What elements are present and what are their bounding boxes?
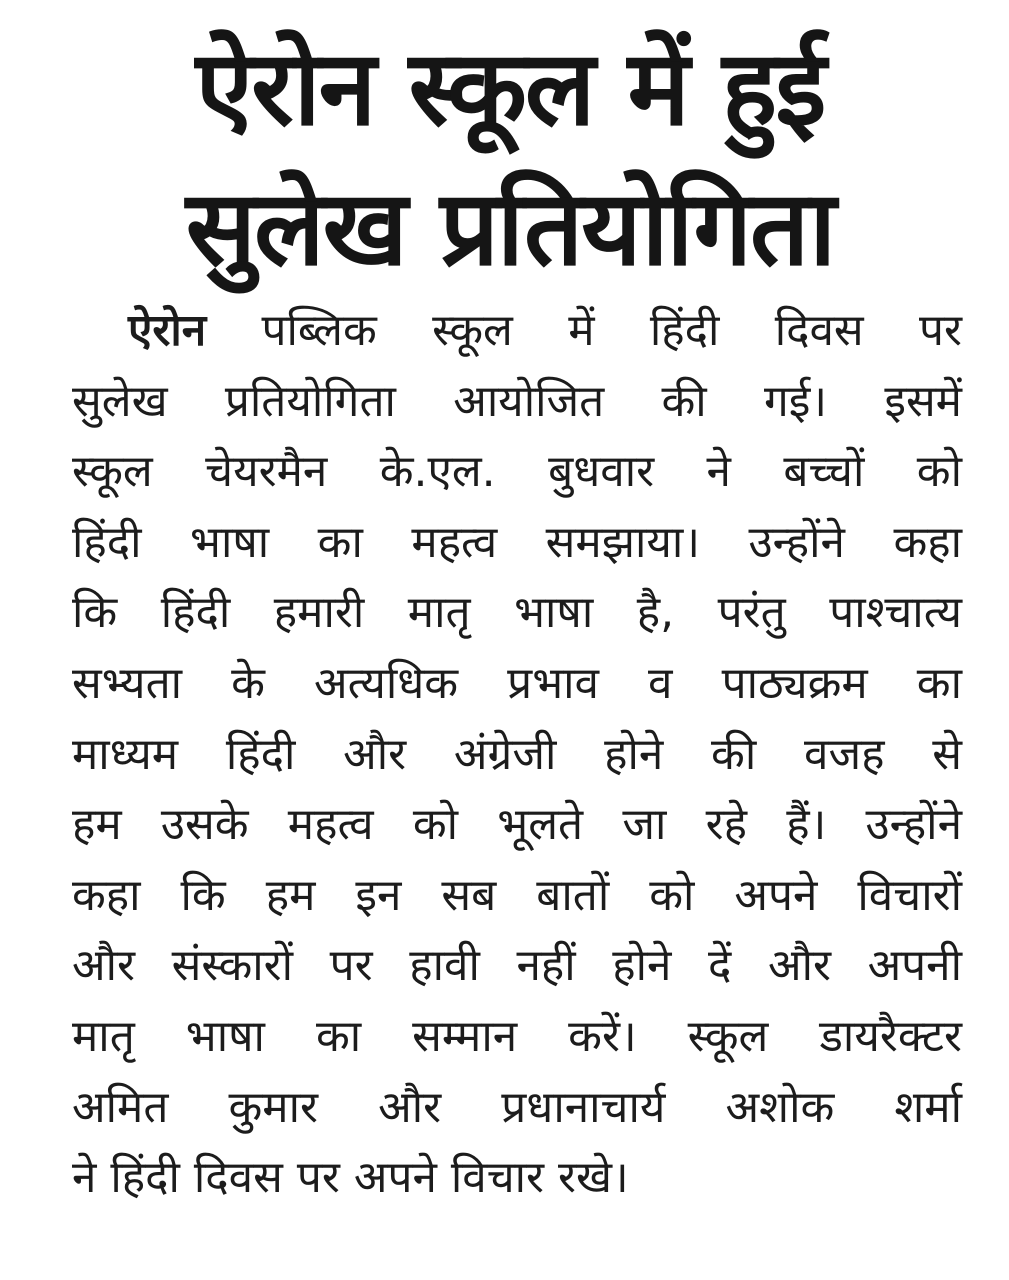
article-line: सुलेख प्रतियोगिता आयोजित की गई। इसमें <box>72 375 962 427</box>
article-line: मातृ भाषा का सम्मान करें। स्कूल डायरैक्टर <box>72 1010 962 1062</box>
article-line: हम उसके महत्व को भूलते जा रहे हैं। उन्होंने <box>72 799 962 851</box>
headline <box>60 18 960 298</box>
article-line <box>72 296 962 367</box>
article-line: और संस्कारों पर हावी नहीं होने दें और अपनी <box>72 940 962 992</box>
article-line: सभ्यता के अत्यधिक प्रभाव व पाठ्यक्रम का <box>72 657 962 709</box>
article-body <box>72 296 962 1214</box>
headline-line-2: सुलेख प्रतियोगिता <box>185 167 835 289</box>
article-line: कहा कि हम इन सब बातों को अपने विचारों <box>72 869 962 921</box>
article-line: ने हिंदी दिवस पर अपने विचार रखे। <box>72 1152 629 1204</box>
article-line-text: पब्लिक स्कूल में हिंदी दिवस पर <box>261 305 962 356</box>
article-line: हिंदी भाषा का महत्व समझाया। उन्होंने कहा <box>72 516 962 568</box>
article-line: अमित कुमार और प्रधानाचार्य अशोक शर्मा <box>72 1081 962 1133</box>
dateline: ऐरोन <box>128 305 207 356</box>
article-line: कि हिंदी हमारी मातृ भाषा है, परंतु पाश्चात्य <box>72 587 962 639</box>
article-line: माध्यम हिंदी और अंग्रेजी होने की वजह से <box>72 728 962 780</box>
article-line: स्कूल चेयरमैन के.एल. बुधवार ने बच्चों को <box>72 446 962 498</box>
headline-line-1: ऐरोन स्कूल में हुई <box>195 27 825 149</box>
